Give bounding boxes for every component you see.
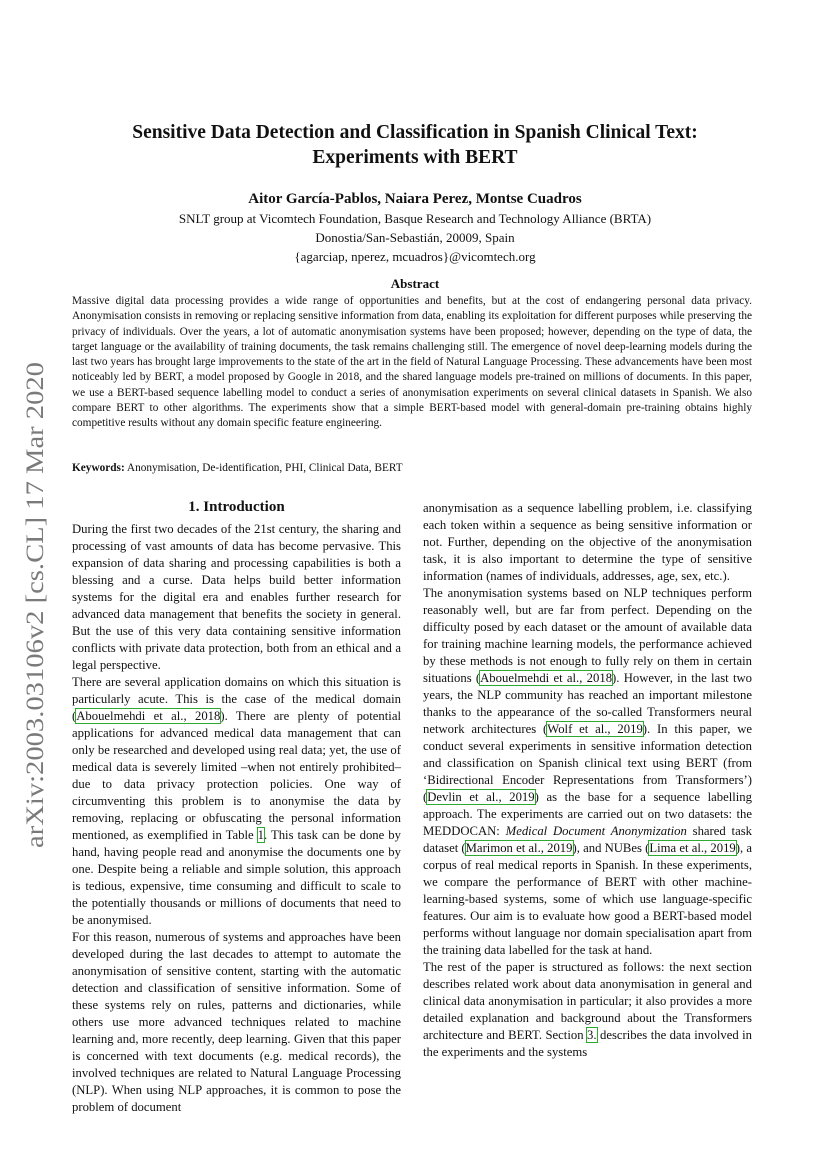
section-reference-link[interactable]: 3. (587, 1028, 597, 1042)
text-span: shared task dataset ( (423, 824, 752, 855)
text-span: ). In this paper, we conduct several experiments in sensitive information detection and classification on Spanish clinical text using BERT (from ‘Bidirectional Encoder Representations from Transformers’) ( (423, 722, 752, 804)
intro-paragraph-1: During the first two decades of the 21st century, the sharing and processing of vast amounts of data has become pervasive. This expansion of data sharing and processing capabilities is both a blessing and a curse. Data helps build better information systems for the digital era and enables further research for advanced data management that benefits the society in general. But the use of this very data containing sensitive information conflicts with private data protection, both from an ethical and a legal perspective. (72, 522, 401, 672)
paper-title-line1: Sensitive Data Detection and Classification in Spanish Clinical Text: (132, 122, 698, 143)
text-span: ), and NUBes ( (572, 841, 650, 855)
text-span: The anonymisation systems based on NLP techniques perform reasonably well, but are far from perfect. Depending on the difficulty posed by each dataset or the amount of available data for training machine learning models, the performance achieved by these methods is not enough to fully rely on them in certain situations ( (423, 586, 752, 685)
text-span: ), a corpus of real medical reports in Spanish. In these experiments, we compare the performance of BERT with other machine-learning-based systems, some of which use language-specific features. Our aim is to evaluate how good a BERT-based model performs without language nor domain specialisation apart from the training data labelled for the task at hand. (423, 841, 753, 957)
keywords-label: Keywords: (72, 462, 125, 474)
intro-paragraph-3: For this reason, numerous of systems and approaches have been developed during the last decades to attempt to automate the anonymisation of sensitive content, starting with the automatic detection and classification of sensitive information. Some of these systems rely on rules, patterns and dictionaries, while others use more advanced techniques related to machine learning and, more recently, deep learning. Given that this paper is concerned with text documents (e.g. medical records), the involved techniques are related to Natural Language Processing (NLP). When using NLP approaches, it is common to pose the problem of document (72, 930, 401, 1114)
address: Donostia/San-Sebastián, 20009, Spain (315, 230, 515, 245)
abstract-text: Massive digital data processing provides a wide range of opportunities and benefits, but at the cost of endangering personal data privacy. Anonymisation consists in removing or replacing sensitive information from data, enabling its exploitation for different purposes while preserving the privacy of individuals. Over the years, a lot of automatic anonymisation systems have been proposed; however, depending on the type of data, the target language or the availability of training documents, the task remains challenging still. The emergence of novel deep-learning models during the last two years has brought large improvements to the state of the art in the field of Natural Language Processing. These advancements have been most noticeably led by BERT, a model proposed by Google in 2018, and the shared language models pre-trained on millions of documents. In this paper, we use a BERT-based sequence labelling model to conduct a series of anonymisation experiments on several clinical datasets in Spanish. We also compare BERT to other algorithms. The experiments show that a simple BERT-based model with general-domain pre-training obtains highly competitive results without any domain specific feature engineering. (72, 295, 752, 430)
citation-link[interactable]: Wolf et al., 2019 (547, 722, 643, 736)
intro-paragraph-6 (423, 959, 752, 1061)
paper-title-line2: Experiments with BERT (312, 147, 518, 168)
citation-link[interactable]: Abouelmehdi et al., 2018 (76, 709, 221, 723)
emphasis-text: Medical Document Anonymization (505, 824, 687, 838)
intro-paragraph-4: anonymisation as a sequence labelling problem, i.e. classifying each token within a sequence as being sensitive information or not. Further, depending on the objective of the anonymisation task, it is also important to determine the type of sensitive information (names of individuals, addresses, age, sex, etc.). (423, 501, 752, 583)
author-emails: {agarciap, nperez, mcuadros}@vicomtech.org (294, 249, 536, 264)
text-span: ). However, in the last two years, the NLP community has reached an important milestone thanks to the appearance of the so-called Transformers neural network architectures ( (423, 671, 752, 736)
text-span: There are several application domains on which this situation is particularly acute. This is the case of the medical domain ( (72, 675, 401, 723)
intro-paragraph-2 (72, 674, 401, 929)
abstract-heading: Abstract (390, 276, 440, 291)
section-heading-introduction: 1. Introduction (188, 499, 285, 515)
paper-title (70, 120, 760, 170)
text-span: ) as the base for a sequence labelling approach. The experiments are carried out on two datasets: the MEDDOCAN: (423, 790, 752, 838)
text-span: The rest of the paper is structured as follows: the next section describes related work about data anonymisation in general and clinical data anonymisation in particular; it also provides a more detailed explanation and background about the Transformers architecture and BERT. Section (423, 960, 752, 1042)
citation-link[interactable]: Marimon et al., 2019 (465, 841, 573, 855)
affiliation: SNLT group at Vicomtech Foundation, Basque Research and Technology Alliance (BRTA) (178, 211, 652, 226)
keywords-list: Anonymisation, De-identification, PHI, Clinical Data, BERT (124, 462, 403, 474)
arxiv-identifier (12, 360, 52, 850)
left-column (72, 498, 401, 1116)
text-span: . This task can be done by hand, having people read and anonymise the documents one by one. Despite being a reliable and simple solution, this approach is tedious, expensive, time consuming and difficult to scale to the potentially thousands or millions of documents that need to be anonymised. (72, 828, 401, 927)
text-span: describes the data involved in the experiments and the systems (423, 1028, 753, 1059)
right-column (423, 500, 752, 1061)
citation-link[interactable]: Lima et al., 2019 (649, 841, 736, 855)
citation-link[interactable]: Devlin et al., 2019 (427, 790, 535, 804)
table-reference-link[interactable]: 1 (257, 828, 264, 842)
arxiv-identifier-text: arXiv:2003.03106v2 [cs.CL] 17 Mar 2020 (20, 414, 49, 848)
keywords (72, 461, 752, 476)
text-span: ). There are plenty of potential applications for advanced medical data management that can only be researched and developed using real data; yet, the use of medical data is severely limited –when not entirely prohibited– due to data privacy protection policies. One way of circumventing this problem is to anonymise the data by removing, replacing or obfuscating the personal information mentioned, as exemplified in Table (72, 709, 401, 842)
paper-header (70, 120, 760, 266)
intro-paragraph-5 (423, 585, 752, 959)
author-list: Aitor García-Pablos, Naiara Perez, Montse Cuadros (248, 191, 582, 207)
citation-link[interactable]: Abouelmehdi et al., 2018 (480, 671, 613, 685)
